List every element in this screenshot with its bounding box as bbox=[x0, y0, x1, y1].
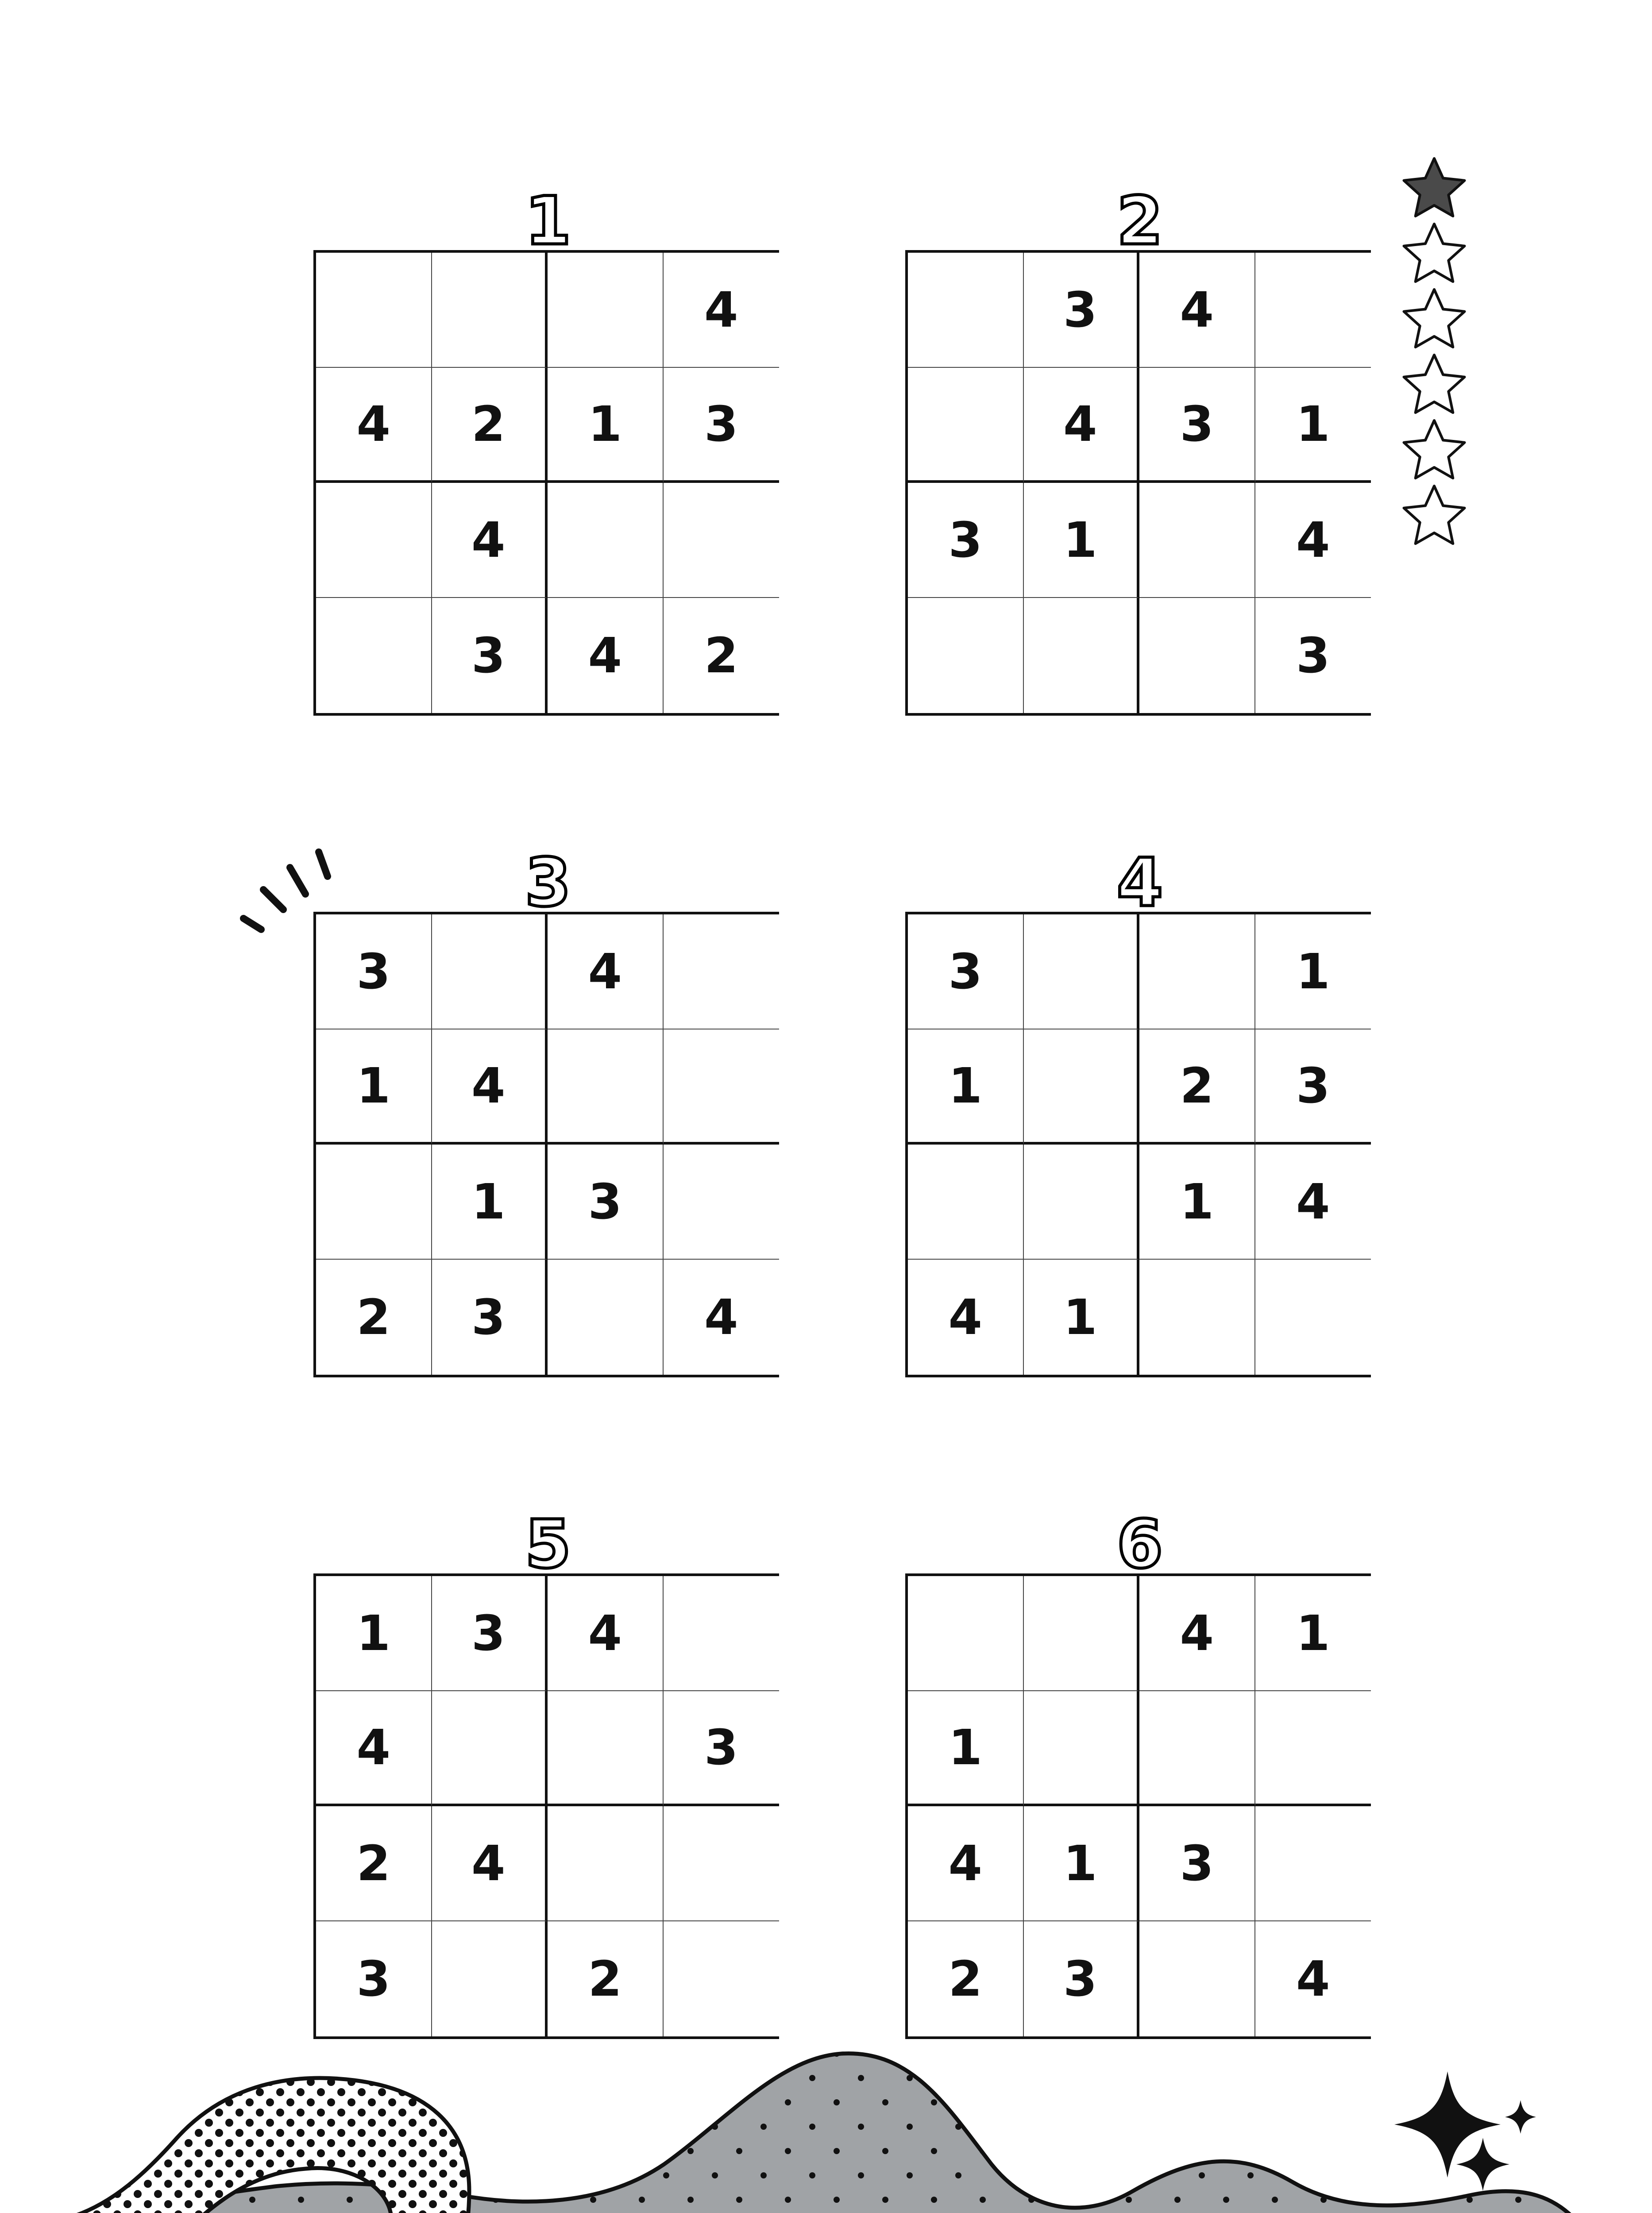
grid-cell[interactable] bbox=[316, 598, 432, 713]
grid-cell[interactable]: 4 bbox=[1255, 483, 1371, 598]
grid-cell[interactable]: 1 bbox=[1024, 1806, 1140, 1921]
grid-cell[interactable]: 4 bbox=[1255, 1145, 1371, 1260]
grid-cell[interactable] bbox=[548, 1691, 664, 1806]
grid-cell[interactable]: 3 bbox=[432, 1576, 548, 1691]
grid-cell[interactable] bbox=[1024, 1029, 1140, 1145]
grid-cell[interactable]: 4 bbox=[316, 368, 432, 483]
star-outline-icon bbox=[1404, 289, 1465, 347]
grid-cell[interactable]: 2 bbox=[316, 1260, 432, 1375]
grid-cell[interactable] bbox=[664, 483, 780, 598]
grid-cell[interactable]: 3 bbox=[1255, 1029, 1371, 1145]
grid-cell[interactable]: 3 bbox=[664, 1691, 780, 1806]
grid-cell[interactable]: 3 bbox=[316, 1921, 432, 2036]
grid-cell[interactable] bbox=[1139, 1691, 1255, 1806]
grid-cell[interactable]: 4 bbox=[664, 253, 780, 368]
grid-cell[interactable]: 3 bbox=[908, 914, 1024, 1029]
grid-cell[interactable] bbox=[664, 1145, 780, 1260]
grid-cell[interactable] bbox=[664, 1576, 780, 1691]
grid-cell[interactable]: 4 bbox=[432, 1029, 548, 1145]
sudoku-grid bbox=[905, 912, 1371, 1377]
grid-cell[interactable] bbox=[548, 1806, 664, 1921]
star-outline-icon bbox=[1404, 486, 1465, 544]
grid-cell[interactable] bbox=[908, 253, 1024, 368]
grid-cell[interactable]: 4 bbox=[548, 1576, 664, 1691]
grid-cell[interactable]: 3 bbox=[1024, 1921, 1140, 2036]
grid-cell[interactable]: 1 bbox=[432, 1145, 548, 1260]
grid-cell[interactable]: 4 bbox=[1024, 368, 1140, 483]
grid-cell[interactable] bbox=[1139, 483, 1255, 598]
grid-cell[interactable]: 2 bbox=[316, 1806, 432, 1921]
grid-cell[interactable] bbox=[908, 1145, 1024, 1260]
sudoku-grid bbox=[313, 250, 779, 716]
star-outline-icon bbox=[1404, 224, 1465, 281]
grid-cell[interactable]: 1 bbox=[1255, 368, 1371, 483]
grid-cell[interactable] bbox=[664, 1921, 780, 2036]
grid-cell[interactable] bbox=[548, 253, 664, 368]
grid-cell[interactable]: 4 bbox=[432, 483, 548, 598]
grid-cell[interactable]: 2 bbox=[432, 368, 548, 483]
grid-cell[interactable]: 2 bbox=[1139, 1029, 1255, 1145]
grid-cell[interactable] bbox=[548, 1260, 664, 1375]
grid-cell[interactable] bbox=[908, 368, 1024, 483]
grid-cell[interactable]: 1 bbox=[1024, 1260, 1140, 1375]
grid-cell[interactable] bbox=[1139, 598, 1255, 713]
grid-cell[interactable]: 1 bbox=[1024, 483, 1140, 598]
grid-cell[interactable] bbox=[1255, 1806, 1371, 1921]
grid-cell[interactable]: 4 bbox=[548, 914, 664, 1029]
grid-cell[interactable]: 4 bbox=[704, 1289, 738, 1346]
grid-cell[interactable]: 4 bbox=[1139, 1576, 1255, 1691]
puzzle-number: 2 bbox=[1116, 183, 1163, 260]
grid-cell[interactable]: 2 bbox=[704, 627, 738, 684]
grid-cell[interactable] bbox=[1139, 914, 1255, 1029]
grid-cell[interactable]: 3 bbox=[1024, 253, 1140, 368]
grid-cell[interactable]: 1 bbox=[1255, 914, 1371, 1029]
grid-cell[interactable] bbox=[1255, 1691, 1371, 1806]
grid-cell[interactable] bbox=[664, 1806, 780, 1921]
grid-cell[interactable] bbox=[908, 1576, 1024, 1691]
grid-cell[interactable]: 3 bbox=[1296, 627, 1330, 684]
grid-cell[interactable] bbox=[908, 598, 1024, 713]
grid-cell[interactable]: 1 bbox=[1139, 1145, 1255, 1260]
grid-cell[interactable] bbox=[1024, 1576, 1140, 1691]
puzzle-number: 5 bbox=[525, 1506, 571, 1583]
grid-cell[interactable]: 3 bbox=[908, 483, 1024, 598]
sparkle-icon bbox=[1456, 2138, 1509, 2191]
grid-cell[interactable] bbox=[432, 914, 548, 1029]
grid-cell[interactable] bbox=[1024, 914, 1140, 1029]
star-outline-icon bbox=[1404, 420, 1465, 478]
grid-cell[interactable]: 1 bbox=[908, 1029, 1024, 1145]
grid-cell[interactable]: 3 bbox=[316, 914, 432, 1029]
grid-cell[interactable]: 4 bbox=[1296, 1951, 1330, 2007]
grid-cell[interactable]: 1 bbox=[316, 1576, 432, 1691]
grid-cell[interactable]: 3 bbox=[432, 1260, 548, 1375]
grid-cell[interactable] bbox=[548, 1029, 664, 1145]
sudoku-grid bbox=[313, 912, 779, 1377]
grid-cell[interactable]: 1 bbox=[316, 1029, 432, 1145]
grid-cell[interactable] bbox=[1255, 253, 1371, 368]
grid-cell[interactable]: 1 bbox=[1255, 1576, 1371, 1691]
grid-cell[interactable]: 3 bbox=[548, 1145, 664, 1260]
star-filled-icon bbox=[1404, 158, 1465, 216]
sudoku-grid bbox=[905, 250, 1371, 716]
sudoku-grid bbox=[313, 1573, 779, 2039]
sparkle-icon bbox=[1505, 2100, 1536, 2134]
grid-cell[interactable] bbox=[432, 1921, 548, 2036]
grid-cell[interactable] bbox=[316, 253, 432, 368]
difficulty-rating bbox=[1399, 155, 1470, 555]
sudoku-grid bbox=[905, 1573, 1371, 2039]
grid-cell[interactable] bbox=[1139, 1921, 1255, 2036]
grid-cell[interactable]: 4 bbox=[1139, 253, 1255, 368]
grid-cell[interactable]: 2 bbox=[908, 1921, 1024, 2036]
grid-cell[interactable]: 3 bbox=[664, 368, 780, 483]
puzzle-number: 4 bbox=[1116, 844, 1163, 921]
grid-cell[interactable]: 4 bbox=[548, 598, 664, 713]
grid-cell[interactable]: 2 bbox=[548, 1921, 664, 2036]
star-rating-icons bbox=[1399, 155, 1470, 553]
sparkle-icon bbox=[1394, 2071, 1501, 2178]
grid-cell[interactable] bbox=[548, 483, 664, 598]
grid-cell[interactable]: 1 bbox=[548, 368, 664, 483]
grid-cell[interactable] bbox=[432, 1691, 548, 1806]
grid-cell[interactable]: 3 bbox=[1139, 368, 1255, 483]
grid-cell[interactable] bbox=[316, 483, 432, 598]
grid-cell[interactable] bbox=[1024, 1691, 1140, 1806]
grid-cell[interactable]: 1 bbox=[908, 1691, 1024, 1806]
grid-cell[interactable] bbox=[1024, 1145, 1140, 1260]
puzzle-number: 1 bbox=[525, 183, 571, 260]
grid-cell[interactable]: 3 bbox=[432, 598, 548, 713]
puzzle-number: 3 bbox=[525, 844, 571, 921]
puzzle-number: 6 bbox=[1116, 1506, 1163, 1583]
grid-cell[interactable] bbox=[664, 914, 780, 1029]
grid-cell[interactable]: 3 bbox=[1139, 1806, 1255, 1921]
grid-cell[interactable] bbox=[432, 253, 548, 368]
grid-cell[interactable] bbox=[664, 1029, 780, 1145]
grid-cell[interactable]: 4 bbox=[908, 1806, 1024, 1921]
grid-cell[interactable]: 4 bbox=[316, 1691, 432, 1806]
grid-cell[interactable]: 4 bbox=[432, 1806, 548, 1921]
grid-cell[interactable] bbox=[316, 1145, 432, 1260]
grid-cell[interactable]: 4 bbox=[908, 1260, 1024, 1375]
grid-cell[interactable] bbox=[1139, 1260, 1255, 1375]
star-outline-icon bbox=[1404, 355, 1465, 413]
grid-cell[interactable] bbox=[1255, 1260, 1371, 1375]
grid-cell[interactable] bbox=[1024, 598, 1140, 713]
